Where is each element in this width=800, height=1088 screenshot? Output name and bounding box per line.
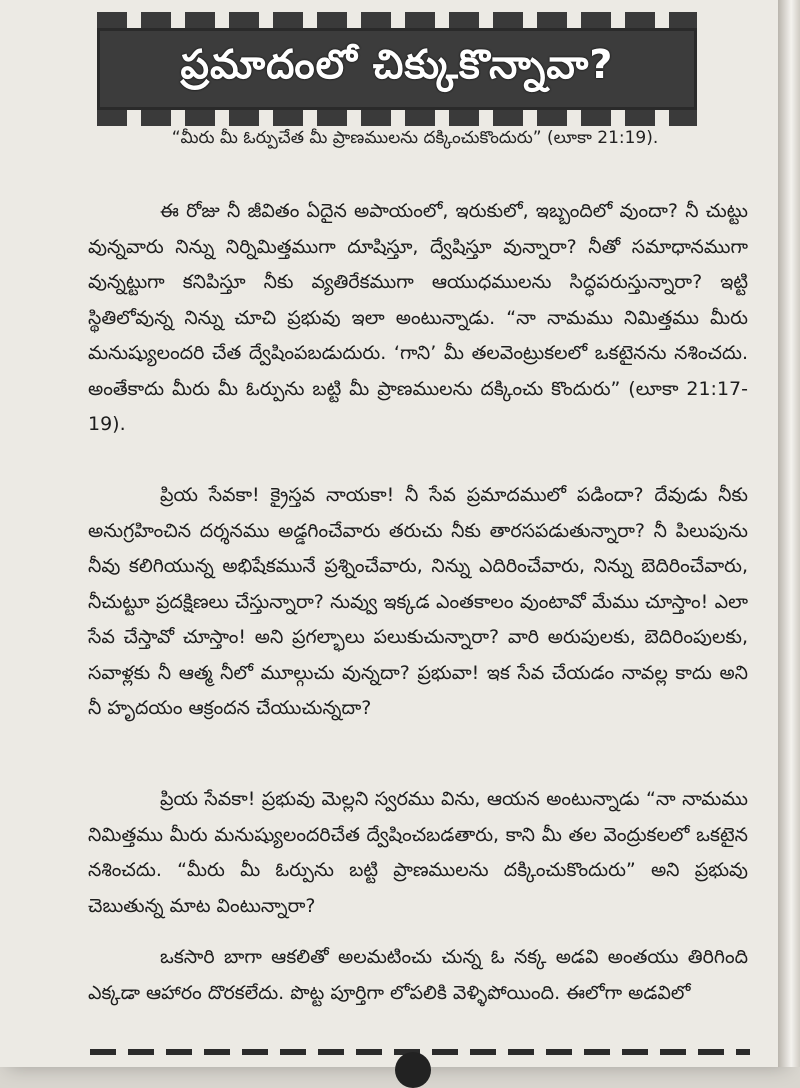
banner-bottom-border [97,110,697,126]
paragraph-2: ప్రియ సేవకా! క్రైస్తవ నాయకా! నీ సేవ ప్రమాదములో పడిందా? దేవుడు నీకు అనుగ్రహించిన దర్శనము అడ్డగించేవారు తరుచు నీకు తారసపడుతున్నారా? నీ పిలుపును నీవు కలిగియున్న అభిషేకమునే ప్రశ్నించేవారు, నిన్ను ఎదిరించేవారు, నిన్ను బెదిరించేవారు, నీచుట్టూ ప్రదక్షిణలు చేస్తున్నారా? నువ్వు ఇక్కడ ఎంతకాలం వుంటావో మేము చూస్తాం! ఎలా సేవ చేస్తావో చూస్తాం! అని ప్రగల్భాలు పలుకుచున్నారా? వారి అరుపులకు, బెదిరింపులకు, సవాళ్లకు నీ ఆత్మ నీలో మూల్గుచు వున్నదా? ప్రభువా! ఇక సేవ చేయడం నావల్ల కాదు అని నీ హృదయం ఆక్రందన చేయుచున్నదా? [88,484,748,719]
book-spine-edge [778,0,800,1067]
paragraph-3: ప్రియ సేవకా! ప్రభువు మెల్లని స్వరము విను, ఆయన అంటున్నాడు “నా నామము నిమిత్తము మీరు మనుష్యులందరిచేత ద్వేషించబడతారు, కాని మీ తల వెంద్రుకలలో ఒకటైన నశించదు. “మీరు మీ ఓర్పును బట్టి ప్రాణములను దక్కించుకొందురు” అని ప్రభువు చెబుతున్న మాట వింటున్నారా? [88,788,748,917]
page-number-badge [395,1052,431,1088]
scripture-quote: “మీరు మీ ఓర్పుచేత మీ ప్రాణములను దక్కించుకొందురు” (లూకా 21:19). [171,128,659,148]
title-banner [97,12,697,126]
page-title: ప్రమాదంలో చిక్కుకొన్నావా? [180,42,614,88]
paragraph-1: ఈ రోజు నీ జీవితం ఏదైన అపాయంలో, ఇరుకులో, ఇబ్బందిలో వుందా? నీ చుట్టు వున్నవారు నిన్ను నిర్నిమిత్తముగా దూషిస్తూ, ద్వేషిస్తూ వున్నారా? నీతో సమాధానముగా వున్నట్టుగా కనిపిస్తూ నీకు వ్యతిరేకముగా ఆయుధములను సిద్ధపరుస్తున్నారా? ఇట్టి స్థితిలోవున్న నిన్ను చూచి ప్రభువు ఇలా అంటున్నాడు. “నా నామము నిమిత్తము మీరు మనుష్యులందరి చేత ద్వేషింపబడుదురు. ‘గాని’ మీ తలవెంట్రుకలలో ఒకటైనను నశించదు. అంతేకాదు మీరు మీ ఓర్పును బట్టి మీ ప్రాణములను దక్కించు కొందురు” (లూకా 21:17-19). [88,200,748,435]
banner-top-border [97,12,697,28]
paragraph-4: ఒకసారి బాగా ఆకలితో అలమటించు చున్న ఓ నక్క అడవి అంతయు తిరిగింది ఎక్కడా ఆహారం దొరకలేదు. పొట్ట పూర్తిగా లోపలికి వెళ్ళిపోయింది. ఈలోగా అడవిలో [88,946,749,1004]
